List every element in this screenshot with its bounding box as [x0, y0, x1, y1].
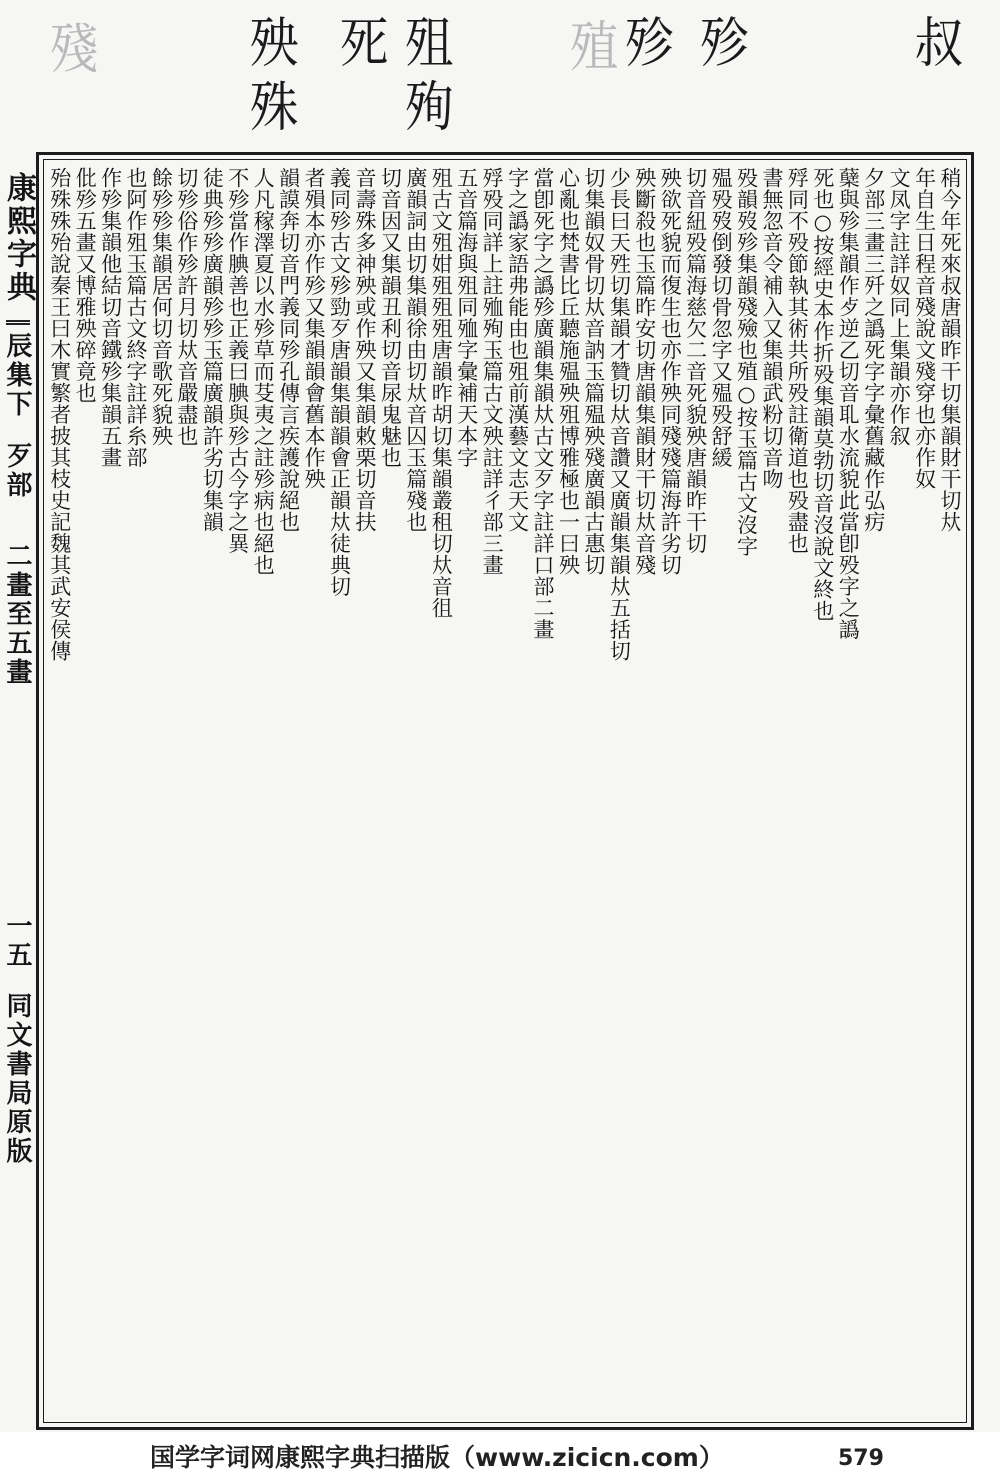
seal-glyph: 殖 — [562, 18, 619, 74]
margin-strip — [0, 152, 36, 1430]
seal-glyph: 殉 — [397, 78, 454, 134]
publisher-label: 同文書局原版 — [2, 992, 32, 1166]
text-column: 切集韻奴骨切夶音訥玉篇殟殃殘廣韻古惠切 — [581, 167, 606, 576]
text-column: 文凤字註詳奴同上集韻亦作叙 — [887, 167, 912, 447]
text-column: 切音因又集韻丑利切音尿鬼魅也 — [378, 167, 403, 468]
text-column: 仳殄五畫又博雅殃碎竟也 — [73, 167, 98, 404]
text-column: 也阿作殂玉篇古文終字註詳糸部 — [124, 167, 148, 468]
margin-divider — [6, 320, 30, 325]
text-column: 字之譌家語弗能由也殂前漢藝文志天文 — [505, 167, 530, 533]
book-title: 康熙字典 — [1, 172, 36, 304]
text-column: 五音篇海與殂同殈字彙補天本字 — [454, 167, 479, 468]
text-column: 稍今年死來叔唐韻昨干切集韻財干切夶 — [938, 167, 962, 533]
stroke-range: 二畫至五畫 — [2, 542, 32, 687]
leaf-number: 一五 — [2, 912, 32, 970]
footer — [0, 1432, 1000, 1480]
text-column: 當卽死字之譌殄廣韻集韻夶古文歹字註詳口部二畫 — [531, 167, 555, 640]
text-column: 夕部三畫三歼之譌死字字彙舊藏作弘疠 — [861, 167, 886, 533]
text-column: 人凡稼澤夏以水殄草而芟夷之註殄病也絕也 — [251, 167, 276, 576]
text-column: 切殄俗作殄許月切夶音嚴盡也 — [174, 167, 199, 447]
text-column: 殂古文殂姏殂殂殂唐韻昨胡切集韻叢租切夶音徂 — [429, 167, 454, 619]
text-column: 義同殄古文殄勁歹唐韻集韻韻會正韻夶徒典切 — [327, 167, 352, 597]
text-column: 音壽殊多神殃或作殃又集韻敕栗切音扶 — [352, 167, 377, 533]
seal-glyph: 殄 — [617, 14, 674, 70]
page-number: 579 — [838, 1446, 884, 1471]
seal-glyph: 殃 — [242, 14, 299, 70]
seal-script-header — [0, 0, 1000, 150]
text-column: 殟殁歿倒發切骨忽字又殟殁舒緩 — [709, 167, 734, 468]
text-column: 死也○按經史本作折殁集韻莫勃切音沒說文終也 — [810, 167, 835, 622]
seal-glyph: 殊 — [242, 78, 299, 134]
seal-glyph: 殂 — [397, 14, 454, 70]
text-column: 殍殁同詳上註殈殉玉篇古文殃註詳彳部三畫 — [480, 167, 505, 576]
text-column: 徒典殄殄廣韻殄殄玉篇廣韻許劣切集韻 — [200, 167, 225, 533]
text-frame — [36, 152, 974, 1430]
text-column: 切音紐殁篇海慈欠二音死貌殃唐韻昨干切 — [683, 167, 708, 554]
text-columns — [47, 163, 963, 1419]
seal-glyph: 殄 — [692, 14, 749, 70]
footer-source: 国学字词网康熙字典扫描版（www.zicicn.com） — [150, 1443, 724, 1472]
text-column: 殍同不殁節執其術共所殁註衛道也殁盡也 — [785, 167, 810, 554]
radical-label: 歹部 — [2, 442, 32, 500]
text-column: 殆殊殊殆說秦王曰木實繁者披其枝史記魏其武安侯傳 — [47, 167, 72, 662]
seal-glyph: 死 — [332, 14, 389, 70]
section-label: 辰集下 — [2, 332, 32, 419]
text-column: 廣韻詞由切集韻徐由切夶音囚玉篇殘也 — [403, 167, 428, 533]
text-column: 殁韻歿殄集韻殘殮也殖○按玉篇古文沒字 — [734, 167, 759, 557]
text-column: 心亂也梵書比丘聽施殟殃殂博雅極也一曰殃 — [556, 167, 581, 576]
text-column: 韻謨奔切音門義同殄孔傳言疾護說絕也 — [276, 167, 301, 533]
text-column: 者殞本亦作殄又集韻韻會舊本作殃 — [302, 167, 327, 490]
text-column: 年自生日程音殘說文殘穿也亦作奴 — [912, 167, 937, 490]
text-column: 餘殄殄集韻居何切音歌死貌殃 — [149, 167, 174, 447]
seal-glyph: 殘 — [42, 20, 99, 76]
text-column: 書無忽音令補入又集韻武粉切音吻 — [759, 167, 784, 490]
text-column: 不殄當作腆善也正義曰腆與殄古今字之異 — [225, 167, 250, 554]
text-column: 少長曰天殅切集韻才贊切夶音讚又廣韻集韻夶五括切 — [607, 167, 632, 662]
text-column: 殃斷殺也玉篇昨安切唐韻集韻財干切夶音殘 — [632, 167, 657, 576]
text-column: 殃欲死貌而復生也亦作殃同殘殘篇海許劣切 — [658, 167, 683, 576]
text-column: 作殄集韻他結切音鐵殄集韻五畫 — [98, 167, 123, 468]
text-column: 蘖與殄集韻作歺逆乙切音耴水流貌此當卽殁字之譌 — [836, 167, 861, 640]
seal-glyph: 叔 — [907, 14, 964, 70]
